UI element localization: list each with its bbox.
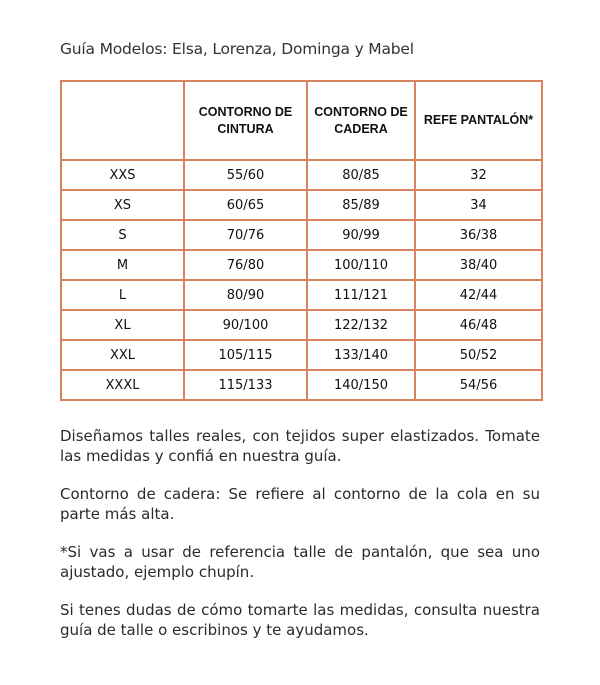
table-row bbox=[61, 310, 542, 340]
cell-pants-ref: 42/44 bbox=[415, 280, 542, 310]
header-waist: CONTORNO DE CINTURA bbox=[184, 81, 307, 160]
cell-size: XS bbox=[61, 190, 184, 220]
cell-size: XL bbox=[61, 310, 184, 340]
table-row bbox=[61, 160, 542, 190]
cell-hip: 90/99 bbox=[307, 220, 415, 250]
cell-hip: 133/140 bbox=[307, 340, 415, 370]
header-size bbox=[61, 81, 184, 160]
cell-waist: 76/80 bbox=[184, 250, 307, 280]
cell-waist: 115/133 bbox=[184, 370, 307, 400]
cell-waist: 70/76 bbox=[184, 220, 307, 250]
cell-hip: 140/150 bbox=[307, 370, 415, 400]
note-paragraph: *Si vas a usar de referencia talle de pantalón, que sea uno ajustado, ejemplo chupín. bbox=[60, 543, 540, 581]
cell-waist: 80/90 bbox=[184, 280, 307, 310]
cell-pants-ref: 54/56 bbox=[415, 370, 542, 400]
cell-pants-ref: 36/38 bbox=[415, 220, 542, 250]
cell-pants-ref: 32 bbox=[415, 160, 542, 190]
size-table bbox=[60, 80, 543, 401]
cell-size: XXS bbox=[61, 160, 184, 190]
cell-size: M bbox=[61, 250, 184, 280]
table-row bbox=[61, 280, 542, 310]
table-row bbox=[61, 250, 542, 280]
table-header-row bbox=[61, 81, 542, 160]
notes bbox=[60, 427, 540, 659]
cell-pants-ref: 50/52 bbox=[415, 340, 542, 370]
table-row bbox=[61, 190, 542, 220]
cell-waist: 105/115 bbox=[184, 340, 307, 370]
cell-hip: 111/121 bbox=[307, 280, 415, 310]
header-pants-ref: REFE PANTALÓN* bbox=[415, 81, 542, 160]
cell-hip: 80/85 bbox=[307, 160, 415, 190]
cell-waist: 90/100 bbox=[184, 310, 307, 340]
cell-pants-ref: 38/40 bbox=[415, 250, 542, 280]
cell-waist: 60/65 bbox=[184, 190, 307, 220]
page-title: Guía Modelos: Elsa, Lorenza, Dominga y Mabel bbox=[60, 40, 414, 58]
cell-size: L bbox=[61, 280, 184, 310]
cell-size: XXXL bbox=[61, 370, 184, 400]
cell-pants-ref: 46/48 bbox=[415, 310, 542, 340]
note-paragraph: Si tenes dudas de cómo tomarte las medidas, consulta nuestra guía de talle o escribinos y te ayudamos. bbox=[60, 601, 540, 639]
cell-hip: 100/110 bbox=[307, 250, 415, 280]
table-row bbox=[61, 220, 542, 250]
table-row bbox=[61, 340, 542, 370]
cell-waist: 55/60 bbox=[184, 160, 307, 190]
cell-hip: 85/89 bbox=[307, 190, 415, 220]
cell-size: S bbox=[61, 220, 184, 250]
note-paragraph: Diseñamos talles reales, con tejidos super elastizados. Tomate las medidas y confiá en nuestra guía. bbox=[60, 427, 540, 465]
note-paragraph: Contorno de cadera: Se refiere al contorno de la cola en su parte más alta. bbox=[60, 485, 540, 523]
cell-size: XXL bbox=[61, 340, 184, 370]
header-hip: CONTORNO DE CADERA bbox=[307, 81, 415, 160]
table-row bbox=[61, 370, 542, 400]
cell-pants-ref: 34 bbox=[415, 190, 542, 220]
cell-hip: 122/132 bbox=[307, 310, 415, 340]
